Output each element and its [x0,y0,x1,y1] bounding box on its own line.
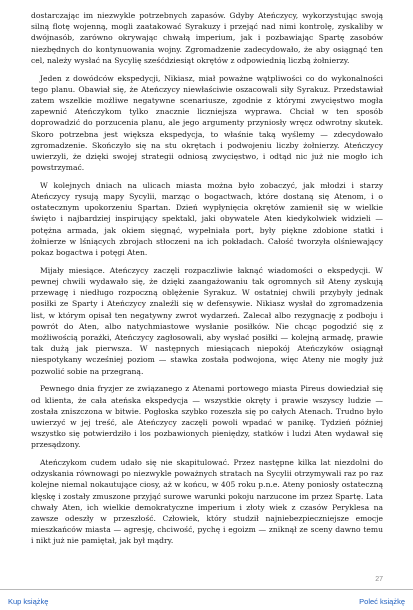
buy-book-link[interactable]: Kup książkę [8,597,49,606]
paragraph: Mijały miesiące. Ateńczycy zaczęli rozpaczliwie łaknąć wiadomości o ekspedycji. W pewnej chwili wydawało się, że dzięki zaangażowaniu tak ogromnych sił Ateny zyskują przewagę i niedługo rozpoczną oblężenie Syrakuz. W ostatniej chwili przybyły jednak posiłki ze Sparty i Ateńczycy znaleźli się w defensywie. Nikiasz wysłał do zgromadzenia list, w którym opisał ten negatywny zwrot wydarzeń. Zalecał albo rezygnację z podboju i powrót do Aten, albo natychmiastowe wysłanie posiłków. Nie chcąc pogodzić się z możliwością porażki, Ateńczycy zagłosowali, aby wysłać posiłki — kolejną armadę, prawie tak dużą jak pierwsza. W następnych miesiącach niepokój Ateńczyków osiągnął niespotykany wcześniej poziom — stawka została podwojona, więc Ateny nie mogły już pozwolić sobie na przegraną. [31,265,383,376]
page-number: 27 [375,576,383,583]
page-body [31,10,383,553]
paragraph: Jeden z dowódców ekspedycji, Nikiasz, miał poważne wątpliwości co do wykonalności tego planu. Obawiał się, że Ateńczycy niewłaściwie oszacowali siły Syrakuz. Przedstawiał zatem wszelkie możliwe negatywne scenariusze, zgodnie z którymi zwycięstwo mogła zapewnić Ateńczykom tylko znacznie liczniejsza wyprawa. Chciał w ten sposób doprowadzić do porzucenia planu, ale jego argumenty przyniosły wręcz odwrotny skutek. Skoro potrzebna jest większa ekspedycja, to właśnie taką wyślemy — zdecydowało zgromadzenie. Skończyło się na stu okrętach i podwojeniu liczby żołnierzy. Ateńczycy uwierzyli, że dzięki swojej strategii odniosą zwycięstwo, i odtąd nic już nie mogło ich powstrzymać. [31,73,383,173]
paragraph: dostarczając im niezwykle potrzebnych zapasów. Gdyby Ateńczycy, wykorzystując swoją silną flotę wojenną, mogli zaatakować Syrakuzy i przejąć nad nimi kontrolę, zyskaliby w dwójnasób, zarówno okrywając chwałą imperium, jak i pozbawiając Spartę zasobów niezbędnych do kontynuowania wojny. Zgromadzenie zadecydowało, że aby osiągnąć ten cel, należy wysłać na Sycylię sześćdziesiąt okrętów z odpowiednią liczbą żołnierzy. [31,11,383,65]
recommend-book-link[interactable]: Poleć książkę [359,597,405,606]
paragraph: Pewnego dnia fryzjer ze związanego z Atenami portowego miasta Pireus dowiedział się od klienta, że cała ateńska ekspedycja — wszystkie okręty i prawie wszyscy ludzie — została zniszczona w bitwie. Pogłoska szybko rozeszła się po całych Atenach. Trudno było uwierzyć w jej treść, ale Ateńczycy zaczęli powoli wpadać w panikę. Tydzień później wszystko się potwierdziło i los pozbawionych pieniędzy, statków i ludzi Aten wydawał się przesądzony. [31,384,383,450]
paragraph: W kolejnych dniach na ulicach miasta można było zobaczyć, jak młodzi i starzy Ateńczycy rysują mapy Sycylii, marząc o bogactwach, które dostaną się Atenom, i o ostatecznym upokorzeniu Spartan. Dzień wypłynięcia okrętów zamienił się w wielkie święto i najbardziej inspirujący spektakl, jaki obywatele Aten kiedykolwiek widzieli — potężna armada, jak okiem sięgnąć, wypełniała port, były piękne zdobione statki i żołnierze w lśniących zbrojach stłoczeni na ich pokładach. Całość tworzyła olśniewający pokaz bogactwa i potęgi Aten. [31,180,383,258]
paragraph: Ateńczykom cudem udało się nie skapitulować. Przez następne kilka lat niezdolni do odzyskania równowagi po niezwykle poważnych stratach na Sycylii otrzymywali raz po raz kolejne niemal nokautujące ciosy, aż w końcu, w 405 roku p.n.e. Ateny poniosły ostateczną klęskę i zostały zmuszone przyjąć surowe warunki pokoju narzucone im przez Spartę. Lata chwały Aten, ich wielkie demokratyczne imperium i złoty wiek z czasów Peryklesa na zawsze odeszły w przeszłość. Człowiek, który studził najniebezpieczniejsze emocje mieszkańców miasta — agresję, chciwość, pychę i egoizm — zniknął ze sceny dawno temu i nikt już nie pamiętał, jak był mądry. [31,458,383,546]
footer-divider [0,589,413,590]
